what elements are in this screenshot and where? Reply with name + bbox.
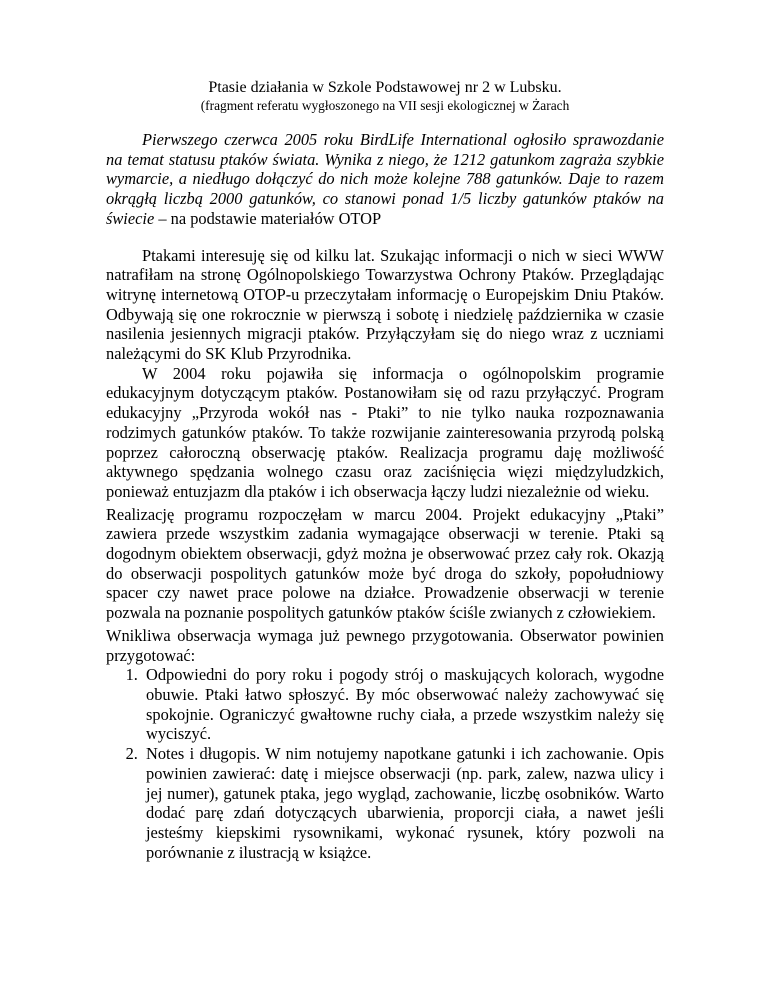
paragraph-1: Ptakami interesuję się od kilku lat. Szukając informacji o nich w sieci WWW natrafiłam na stronę Ogólnopolskiego Towarzystwa Ochrony Ptaków. Przeglądając witrynę internetową OTOP-u przeczytałam informację o Europejskim Dniu Ptaków. Odbywają się one rokrocznie w pierwszą i sobotę i niedzielę października w czasie nasilenia jesiennych migracji ptaków. Przyłączyłam się do niego wraz z uczniami należącymi do SK Klub Przyrodnika. <box>106 245 664 364</box>
list-item: 1. Odpowiedni do pory roku i pogody strój o maskujących kolorach, wygodne obuwie. Ptaki łatwo spłoszyć. By móc obserwować należy zachowywać się spokojnie. Ograniczyć gwałtowne ruchy ciała, a przede wszystkim należy się wyciszyć. <box>142 665 664 744</box>
intro-source-text: – na podstawie materiałów OTOP <box>154 208 382 228</box>
document-title: Ptasie działania w Szkole Podstawowej nr 2 w Lubsku. <box>208 79 562 96</box>
document-subtitle: (fragment referatu wygłoszonego na VII sesji ekologicznej w Żarach <box>200 98 570 113</box>
list-item: 2. Notes i długopis. W nim notujemy napotkane gatunki i ich zachowanie. Opis powinien zawierać: datę i miejsce obserwacji (np. park, zalew, nazwa ulicy i jej numer), gatunek ptaka, jego wygląd, zachowanie, liczbę osobników. Warto dodać parę zdań dotyczących ubarwienia, proporcji ciała, a nawet jeśli jesteśmy kiepskimi rysownikami, wykonać rysunek, który pozwoli na porównanie z ilustracją w książce. <box>142 744 664 862</box>
preparation-list <box>106 665 664 862</box>
intro-italic-text: Pierwszego czerwca 2005 roku BirdLife International ogłosiło sprawozdanie na temat statusu ptaków świata. Wynika z niego, że 1212 gatunkom zagraża szybkie wymarcie, a niedługo dołączyć do nich może kolejne 788 gatunków. Daje to razem okrągłą liczbą 2000 gatunków, co stanowi ponad 1/5 liczby gatunków ptaków na świecie <box>106 130 664 228</box>
document-page <box>106 78 664 862</box>
intro-paragraph <box>106 130 664 229</box>
paragraph-4: Wnikliwa obserwacja wymaga już pewnego przygotowania. Obserwator powinien przygotować: <box>106 625 664 665</box>
paragraph-3: Realizację programu rozpoczęłam w marcu 2004. Projekt edukacyjny „Ptaki” zawiera przede wszystkim zadania wymagające obserwacji w terenie. Ptaki są dogodnym obiektem obserwacji, gdyż można je obserwować przez cały rok. Okazją do obserwacji pospolitych gatunków może być droga do szkoły, popołudniowy spacer czy nawet prace polowe na działce. Prowadzenie obserwacji w terenie pozwala na poznanie pospolitych gatunków ptaków ściśle zwianych z człowiekiem. <box>106 504 664 623</box>
paragraph-2: W 2004 roku pojawiła się informacja o ogólnopolskim programie edukacyjnym dotyczącym ptaków. Postanowiłam się od razu przyłączyć. Program edukacyjny „Przyroda wokół nas - Ptaki” to nie tylko nauka rozpoznawania rodzimych gatunków ptaków. To także rozwijanie zainteresowania przyrodą polską poprzez całoroczną obserwację ptaków. Realizacja programu daję możliwość aktywnego spędzania wolnego czasu oraz zaciśnięcia więzi międzyludzkich, ponieważ entuzjazm dla ptaków i ich obserwacja łączy ludzi niezależnie od wieku. <box>106 363 664 501</box>
